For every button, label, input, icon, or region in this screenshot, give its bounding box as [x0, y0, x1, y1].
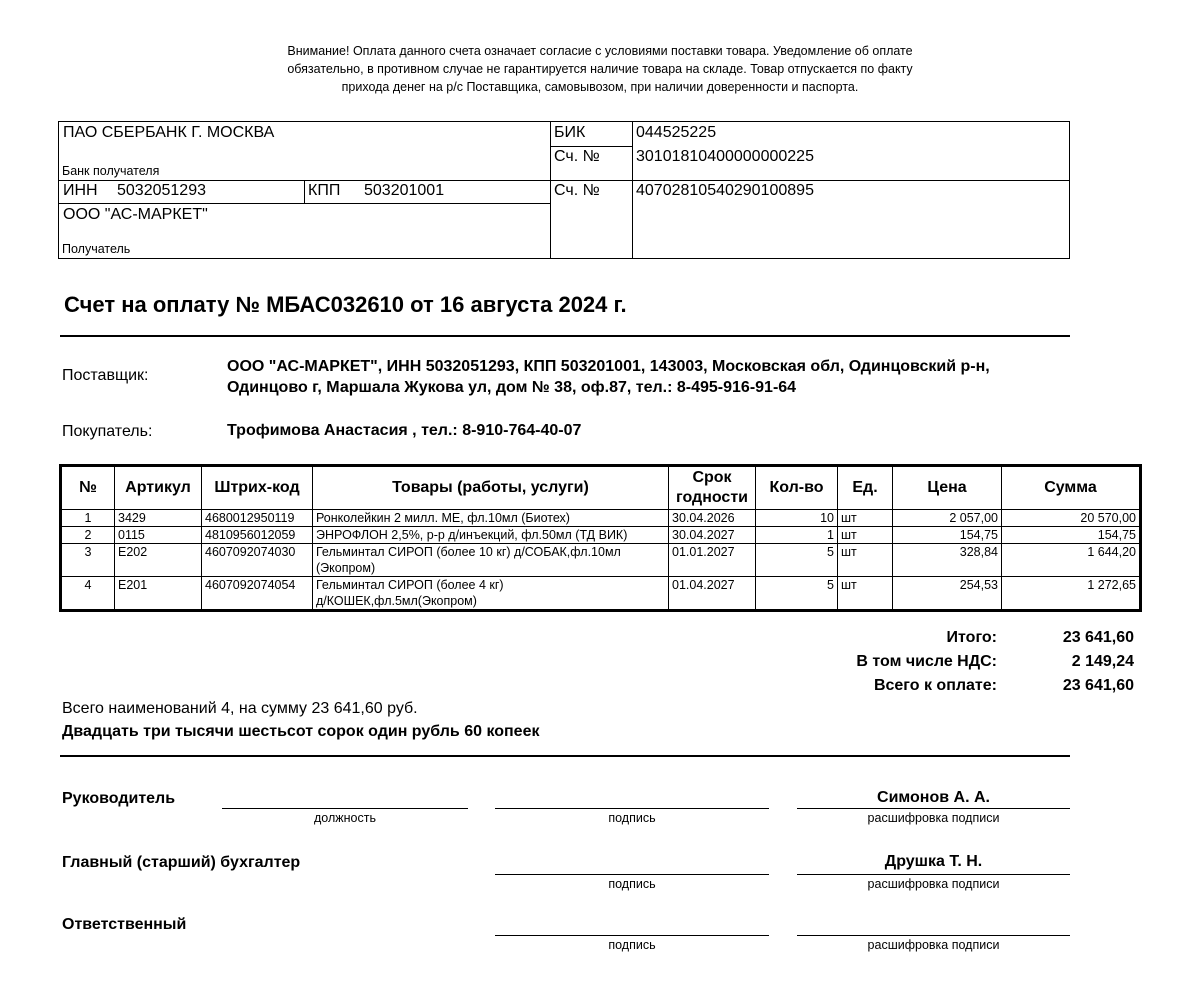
total-label: Итого: — [946, 629, 997, 646]
cell-num: 2 — [61, 527, 115, 544]
total-value: 23 641,60 — [1062, 629, 1134, 646]
cell-unit: шт — [838, 577, 893, 611]
cell-unit: шт — [838, 527, 893, 544]
kpp-value: 503201001 — [364, 182, 445, 199]
signature-line — [495, 874, 769, 875]
cell-expiry: 30.04.2026 — [669, 510, 756, 527]
cell-goods-line: д/КОШЕК,фл.5мл(Экопром) — [316, 594, 477, 608]
col-article: Артикул — [115, 466, 202, 510]
cell-num: 3 — [61, 544, 115, 577]
cell-price: 2 057,00 — [893, 510, 1002, 527]
cell-qty: 5 — [756, 577, 838, 611]
cell-goods — [313, 577, 669, 611]
title-rule — [60, 335, 1070, 337]
supplier-value — [227, 357, 990, 398]
cell-barcode: 4810956012059 — [202, 527, 313, 544]
cell-expiry: 01.04.2027 — [669, 577, 756, 611]
cell-article: Е202 — [115, 544, 202, 577]
recipient-name: ООО "АС-МАРКЕТ" — [63, 206, 208, 223]
inn-label: ИНН — [63, 182, 98, 199]
kpp-label: КПП — [308, 182, 341, 199]
caption-sign: подпись — [608, 938, 656, 952]
buyer-value: Трофимова Анастасия , тел.: 8-910-764-40-07 — [227, 422, 582, 439]
caption-decode: расшифровка подписи — [867, 811, 1000, 825]
head-name: Симонов А. А. — [877, 789, 990, 806]
bik-label: БИК — [554, 124, 586, 141]
divider — [632, 122, 633, 259]
col-goods: Товары (работы, услуги) — [313, 466, 669, 510]
col-unit: Ед. — [838, 466, 893, 510]
cell-unit: шт — [838, 544, 893, 577]
inn-value: 5032051293 — [117, 182, 206, 199]
summary-words: Двадцать три тысячи шестьсот сорок один рубль 60 копеек — [62, 723, 540, 740]
cell-article: Е201 — [115, 577, 202, 611]
cell-unit: шт — [838, 510, 893, 527]
bik-value: 044525225 — [636, 124, 717, 141]
cell-sum: 20 570,00 — [1002, 510, 1141, 527]
pay-value: 23 641,60 — [1062, 677, 1134, 694]
corr-account-value: 30101810400000000225 — [636, 148, 814, 165]
vat-label: В том числе НДС: — [856, 653, 997, 670]
col-barcode: Штрих-код — [202, 466, 313, 510]
signature-line — [797, 874, 1070, 875]
cell-expiry: 01.01.2027 — [669, 544, 756, 577]
bank-name: ПАО СБЕРБАНК Г. МОСКВА — [63, 124, 275, 141]
cell-expiry: 30.04.2027 — [669, 527, 756, 544]
responsible-label: Ответственный — [62, 916, 187, 933]
supplier-line: Одинцово г, Маршала Жукова ул, дом № 38, оф.87, тел.: 8-495-916-91-64 — [227, 379, 797, 396]
cell-qty: 1 — [756, 527, 838, 544]
col-expiry-line: годности — [676, 489, 748, 506]
col-expiry-line: Срок — [692, 469, 732, 486]
col-price: Цена — [893, 466, 1002, 510]
divider — [550, 146, 632, 147]
col-sum: Сумма — [1002, 466, 1141, 510]
signature-line — [797, 808, 1070, 809]
summary-count: Всего наименований 4, на сумму 23 641,60 руб. — [62, 700, 418, 717]
cell-goods-line: Гельминтал СИРОП (более 10 кг) д/СОБАК,фл.10мл — [316, 545, 621, 559]
cell-barcode: 4607092074054 — [202, 577, 313, 611]
items-table — [59, 464, 1142, 612]
cell-price: 154,75 — [893, 527, 1002, 544]
cell-goods-line: Гельминтал СИРОП (более 4 кг) — [316, 578, 504, 592]
notice-line: прихода денег на р/с Поставщика, самовывозом, при наличии доверенности и паспорта. — [341, 80, 859, 94]
signature-line — [495, 935, 769, 936]
signature-line — [495, 808, 769, 809]
cell-price: 254,53 — [893, 577, 1002, 611]
cell-qty: 10 — [756, 510, 838, 527]
summary-rule — [60, 755, 1070, 757]
page-title: Счет на оплату № МБАС032610 от 16 августа 2024 г. — [64, 292, 627, 317]
signature-line — [797, 935, 1070, 936]
caption-decode: расшифровка подписи — [867, 938, 1000, 952]
cell-sum: 154,75 — [1002, 527, 1141, 544]
cell-price: 328,84 — [893, 544, 1002, 577]
caption-decode: расшифровка подписи — [867, 877, 1000, 891]
col-qty: Кол-во — [756, 466, 838, 510]
cell-num: 1 — [61, 510, 115, 527]
divider — [550, 122, 551, 259]
cell-article: 3429 — [115, 510, 202, 527]
table-row — [61, 577, 1141, 611]
divider — [304, 180, 305, 203]
divider — [59, 180, 1070, 181]
bank-caption: Банк получателя — [62, 164, 160, 178]
signature-line — [222, 808, 468, 809]
recipient-caption: Получатель — [62, 242, 131, 256]
head-label: Руководитель — [62, 790, 176, 807]
vat-value: 2 149,24 — [1071, 653, 1134, 670]
bank-details — [58, 121, 1070, 259]
cell-sum: 1 644,20 — [1002, 544, 1141, 577]
cell-goods — [313, 544, 669, 577]
corr-account-label: Сч. № — [554, 148, 600, 165]
table-row — [61, 544, 1141, 577]
caption-sign: подпись — [608, 811, 656, 825]
account-value: 40702810540290100895 — [636, 182, 814, 199]
cell-sum: 1 272,65 — [1002, 577, 1141, 611]
cell-goods: ЭНРОФЛОН 2,5%, р-р д/инъекций, фл.50мл (ТД ВИК) — [313, 527, 669, 544]
caption-position: должность — [314, 811, 376, 825]
account-label: Сч. № — [554, 182, 600, 199]
supplier-line: ООО "АС-МАРКЕТ", ИНН 5032051293, КПП 503201001, 143003, Московская обл, Одинцовский р-н, — [227, 358, 990, 375]
caption-sign: подпись — [608, 877, 656, 891]
cell-goods: Ронколейкин 2 милл. МЕ, фл.10мл (Биотех) — [313, 510, 669, 527]
supplier-label: Поставщик: — [62, 367, 149, 384]
notice-line: обязательно, в противном случае не гарантируется наличие товара на складе. Товар отпускается по факту — [287, 62, 913, 76]
table-row — [61, 527, 1141, 544]
cell-qty: 5 — [756, 544, 838, 577]
cell-barcode: 4607092074030 — [202, 544, 313, 577]
col-expiry — [669, 466, 756, 510]
cell-article: 0115 — [115, 527, 202, 544]
divider — [59, 203, 550, 204]
payment-notice — [180, 42, 1020, 96]
buyer-label: Покупатель: — [62, 423, 153, 440]
table-header-row — [61, 466, 1141, 510]
notice-line: Внимание! Оплата данного счета означает согласие с условиями поставки товара. Уведомление об оплате — [287, 44, 913, 58]
col-num: № — [61, 466, 115, 510]
cell-goods-line: (Экопром) — [316, 561, 376, 575]
table-row — [61, 510, 1141, 527]
accountant-name: Друшка Т. Н. — [884, 853, 983, 870]
cell-barcode: 4680012950119 — [202, 510, 313, 527]
cell-num: 4 — [61, 577, 115, 611]
accountant-label: Главный (старший) бухгалтер — [62, 854, 301, 871]
pay-label: Всего к оплате: — [873, 677, 997, 694]
